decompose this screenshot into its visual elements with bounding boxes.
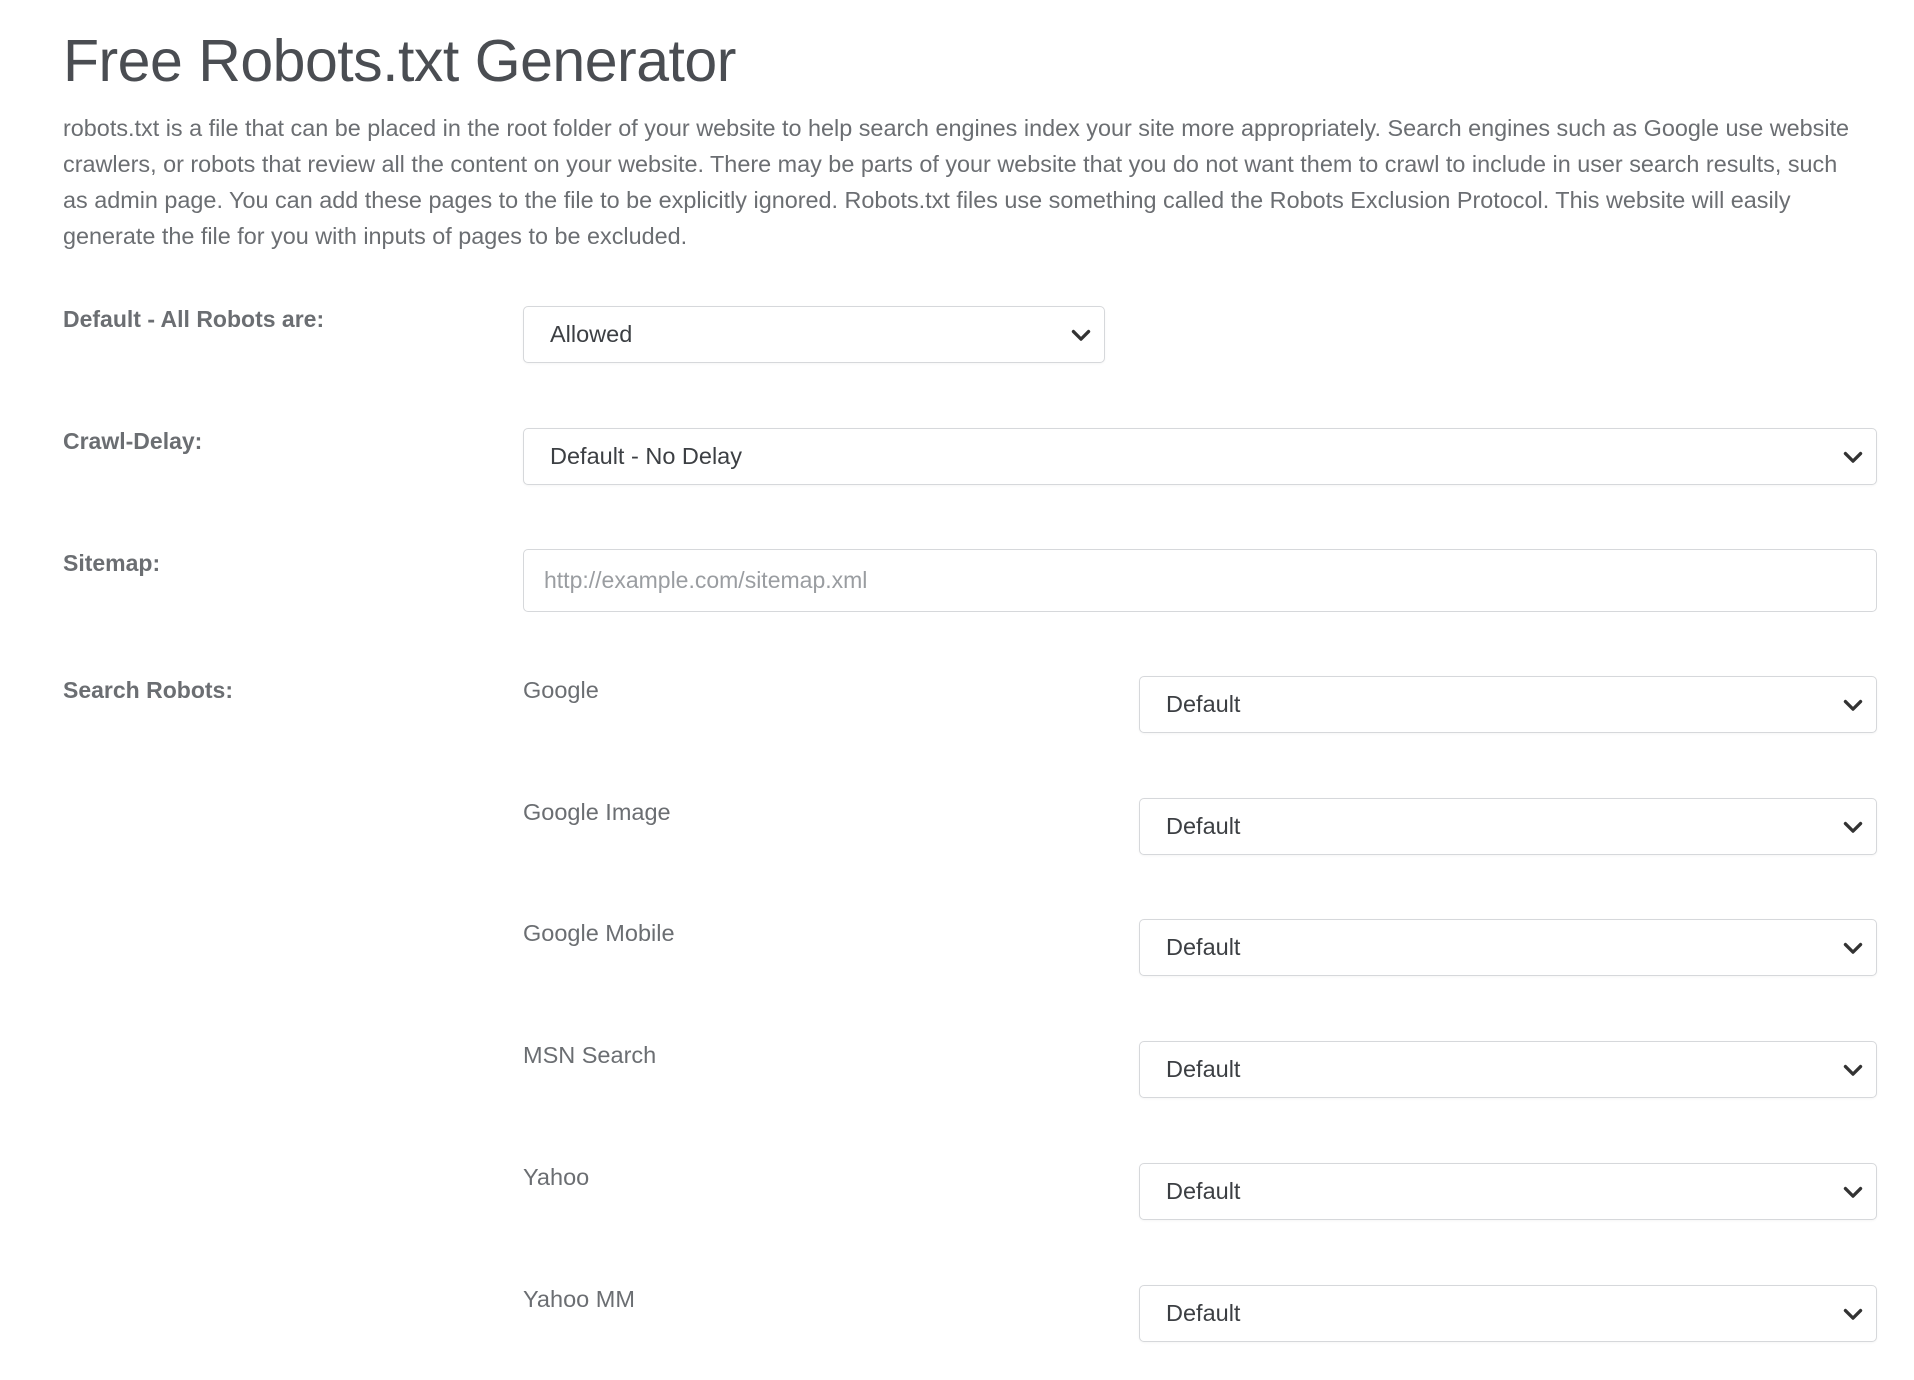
robot-select-value: Default [1166,934,1241,960]
default-robots-label: Default - All Robots are: [63,306,325,332]
chevron-down-icon [1842,816,1864,838]
chevron-down-icon [1842,1059,1864,1081]
robot-select-value: Default [1166,1300,1241,1326]
robot-select-msn-search[interactable] [1139,1041,1877,1098]
chevron-down-icon [1070,324,1092,346]
robot-select-value: Default [1166,813,1241,839]
robot-select-google-mobile[interactable] [1139,919,1877,976]
crawl-delay-label: Crawl-Delay: [63,428,203,454]
chevron-down-icon [1842,446,1864,468]
robot-select-yahoo[interactable] [1139,1163,1877,1220]
default-robots-select[interactable] [523,306,1105,363]
sitemap-label: Sitemap: [63,550,161,576]
robot-name-yahoo-mm: Yahoo MM [523,1286,635,1312]
robot-select-value: Default [1166,1178,1241,1204]
chevron-down-icon [1842,1303,1864,1325]
sitemap-input[interactable] [523,549,1877,612]
default-robots-value: Allowed [550,321,633,347]
robot-name-google-image: Google Image [523,799,671,825]
robot-select-value: Default [1166,691,1241,717]
robot-select-google-image[interactable] [1139,798,1877,855]
search-robots-label: Search Robots: [63,677,233,703]
robot-name-google: Google [523,677,599,703]
robot-select-google[interactable] [1139,676,1877,733]
crawl-delay-value: Default - No Delay [550,443,742,469]
chevron-down-icon [1842,694,1864,716]
chevron-down-icon [1842,937,1864,959]
page-intro: robots.txt is a file that can be placed in the root folder of your website to help search engines index your site more appropriately. Search engines such as Google use website crawlers, or robots that review all the content on your website. There may be parts of your website that you do not want them to crawl to include in user search results, such as admin page. You can add these pages to the file to be explicitly ignored. Robots.txt files use something called the Robots Exclusion Protocol. This website will easily generate the file for you with inputs of pages to be excluded. [63,115,1850,249]
robot-name-yahoo: Yahoo [523,1164,590,1190]
crawl-delay-select[interactable] [523,428,1877,485]
robot-select-value: Default [1166,1056,1241,1082]
robot-name-google-mobile: Google Mobile [523,920,675,946]
page-title: Free Robots.txt Generator [63,28,736,94]
robot-name-msn-search: MSN Search [523,1042,657,1068]
chevron-down-icon [1842,1181,1864,1203]
robot-select-yahoo-mm[interactable] [1139,1285,1877,1342]
